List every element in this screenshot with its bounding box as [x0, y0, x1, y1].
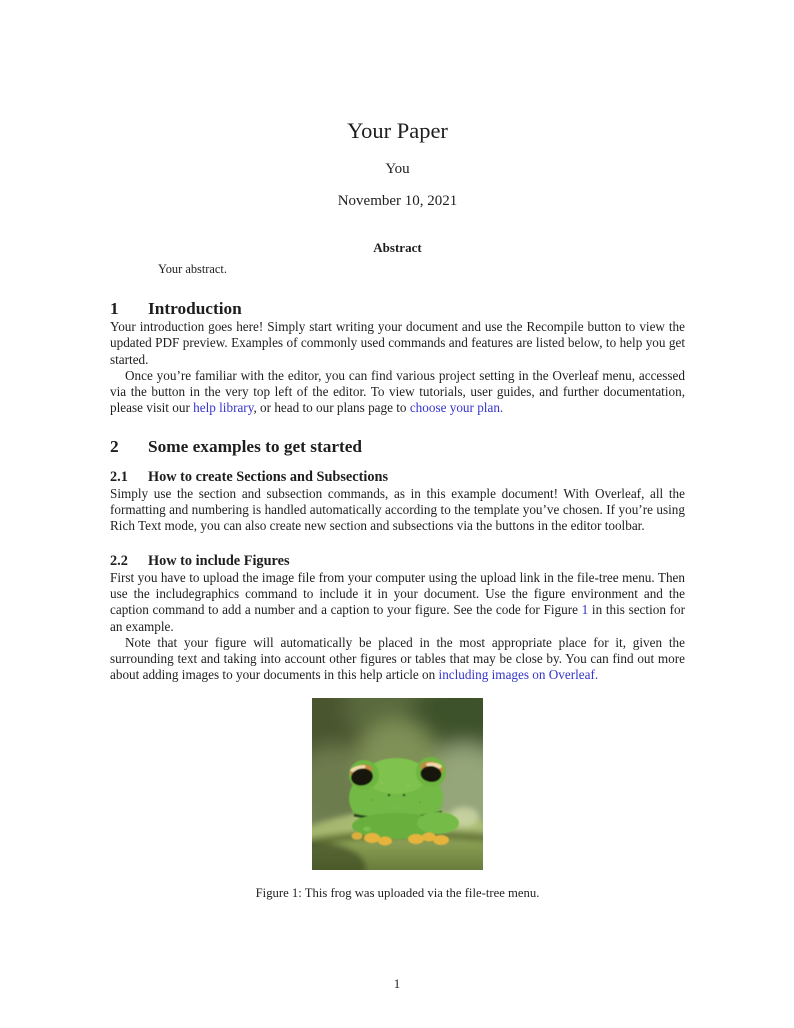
paragraph-text: Note that your figure will automatically be placed in the most appropriate place for it, given the surrounding text and taking into account other figures or tables that may be close by. You can find out more about adding images to your documents in this help article on — [110, 634, 685, 683]
paper-author: You — [385, 161, 410, 177]
section-1-heading — [110, 299, 685, 319]
section-1-paragraph-1: Your introduction goes here! Simply start writing your document and use the Recompile button to view the updated PDF preview. Examples of commonly used commands and features are listed below, to help you get started. — [110, 319, 685, 367]
subsection-2-2-heading — [110, 553, 685, 570]
paper-date: November 10, 2021 — [337, 193, 458, 209]
abstract-text: Your abstract. — [158, 262, 227, 276]
subsection-2-1-title: How to create Sections and Subsections — [148, 468, 389, 485]
including-images-link[interactable]: including images on Overleaf. — [438, 667, 599, 683]
subsection-2-1-paragraph: Simply use the section and subsection commands, as in this example document! With Overleaf, all the formatting and numbering is handled automatically according to the template you’ve chosen. If you’re using Rich Text mode, you can also create new section and subsections via the buttons in the editor toolbar. — [110, 485, 685, 534]
subsection-2-2-number: 2.2 — [110, 552, 128, 569]
abstract-heading: Abstract — [373, 240, 422, 255]
section-1-title: Introduction — [148, 299, 242, 318]
paragraph-text: First you have to upload the image file from your computer using the upload link in the file-tree menu. Then use the includegraphics command to include it in your document. Use the figure environment and the caption command to add a number and a caption to your figure. See the code for Figure — [110, 569, 685, 618]
frog-image — [312, 698, 483, 870]
section-2-heading — [110, 437, 685, 457]
subsection-2-2-paragraph-1 — [110, 570, 685, 635]
paragraph-text: Once you’re familiar with the editor, you can find various project setting in the Overleaf menu, accessed via the button in the very top left of the editor. To view tutorials, user guides, and further documentation, please visit our — [110, 367, 685, 416]
figure-1-reference-link[interactable]: 1 — [581, 602, 589, 618]
section-2-number: 2 — [110, 436, 119, 456]
section-1-number: 1 — [110, 299, 119, 318]
paragraph-text: in this section for an example. — [110, 602, 685, 634]
paper-title: Your Paper — [347, 118, 448, 143]
paragraph-text: , or head to our plans page to — [253, 400, 410, 416]
subsection-2-1-heading — [110, 469, 685, 486]
help-library-link[interactable]: help library — [193, 400, 254, 416]
choose-your-plan-link[interactable]: choose your plan. — [409, 400, 504, 416]
subsection-2-2-paragraph-2 — [110, 635, 685, 684]
section-1-paragraph-2 — [110, 368, 685, 417]
text-column — [110, 0, 685, 901]
page-number: 1 — [393, 976, 401, 991]
subsection-2-2-title: How to include Figures — [148, 552, 290, 569]
frog — [348, 757, 459, 846]
figure-caption: Figure 1: This frog was uploaded via the file-tree menu. — [255, 885, 540, 900]
subsection-2-1-number: 2.1 — [110, 468, 128, 485]
figure-1 — [110, 698, 685, 870]
section-2-title: Some examples to get started — [148, 436, 363, 456]
